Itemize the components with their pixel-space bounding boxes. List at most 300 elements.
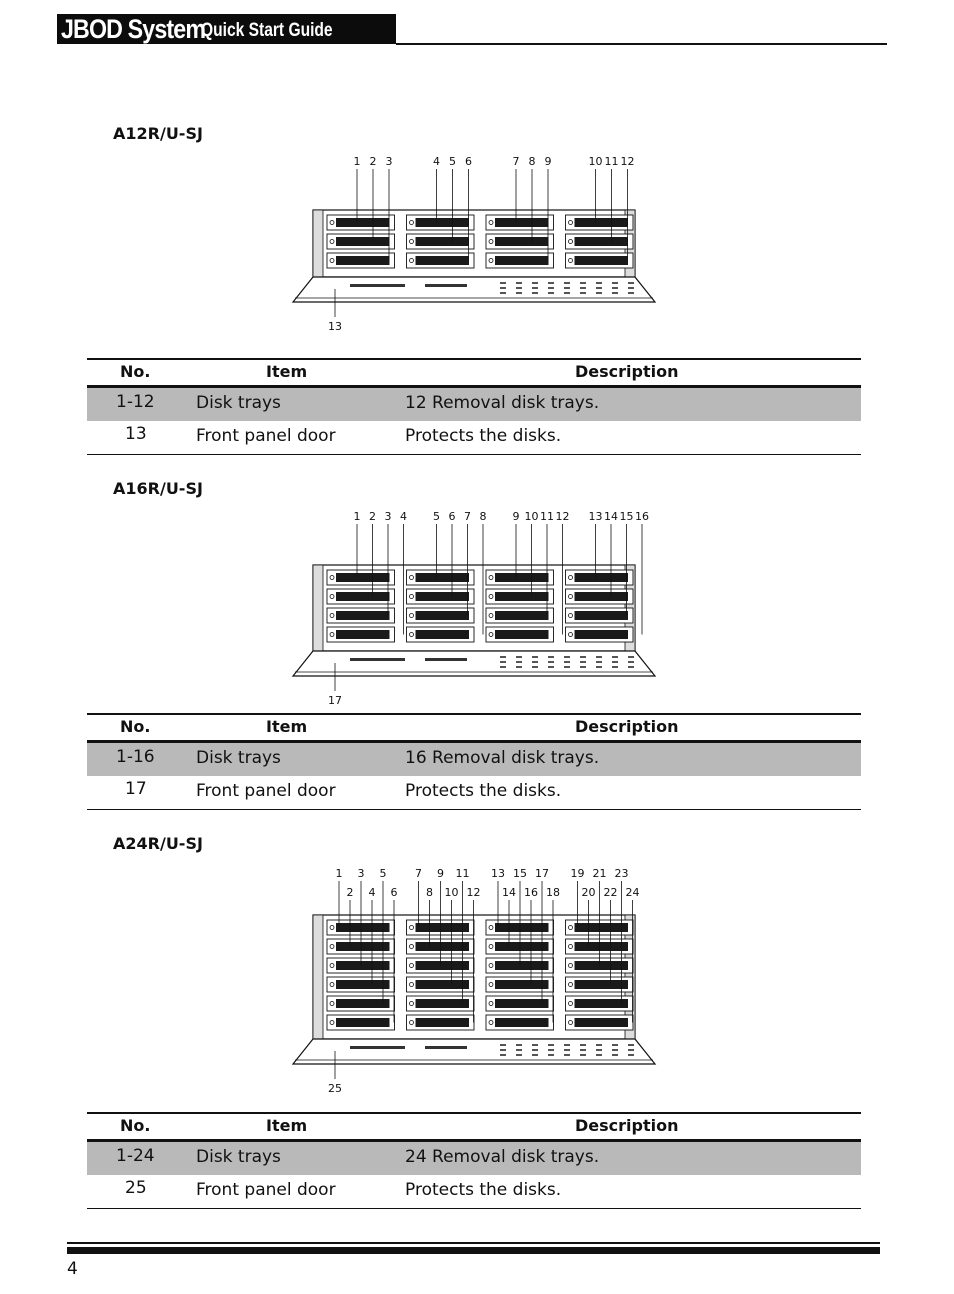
callout-label: 19 (570, 867, 585, 880)
door-vent (580, 287, 586, 289)
table-header (87, 358, 861, 388)
disk-tray-handle (575, 611, 629, 620)
callout-label: 10 (444, 886, 459, 899)
callout-label: 9 (512, 510, 520, 523)
tray-led (410, 945, 414, 949)
cell-no: 1-12 (116, 392, 155, 412)
tray-led (410, 926, 414, 930)
disk-tray-handle (495, 961, 549, 970)
door-callout-label: 17 (328, 694, 342, 705)
callout-label: 5 (433, 510, 440, 523)
callout-label: 2 (369, 155, 377, 168)
cell-item: Disk trays (196, 748, 281, 768)
cell-no: 1-16 (116, 747, 155, 767)
disk-tray-handle (336, 237, 390, 246)
callout-label: 17 (535, 867, 549, 880)
disk-tray-handle (336, 573, 390, 582)
callout-label: 23 (614, 867, 629, 880)
door-vent (580, 1049, 586, 1051)
table-row (87, 1142, 861, 1175)
table-row (87, 388, 861, 421)
disk-tray-handle (416, 1018, 470, 1027)
tray-led (330, 614, 334, 618)
tray-led (330, 945, 334, 949)
disk-tray-handle (495, 611, 549, 620)
callout-label: 9 (544, 155, 552, 168)
door-logo (350, 658, 405, 661)
door-vent (612, 282, 618, 284)
disk-tray-handle (336, 592, 390, 601)
disk-tray-handle (416, 999, 470, 1008)
tray-led (330, 926, 334, 930)
door-vent (596, 1054, 602, 1056)
cell-item: Disk trays (196, 1147, 281, 1167)
callout-label: 5 (379, 867, 387, 880)
disk-tray-handle (336, 218, 390, 227)
callout-label: 20 (581, 886, 596, 899)
tray-led (489, 259, 493, 263)
col-header-no: No. (120, 1116, 151, 1135)
callout-label: 5 (449, 155, 456, 168)
figure-a16-chassis (280, 505, 670, 705)
col-header-description: Description (575, 362, 679, 381)
door-vent (564, 282, 570, 284)
door-callout-label: 25 (328, 1082, 342, 1095)
door-vent (564, 287, 570, 289)
door-logo (350, 1046, 405, 1049)
door-vent (596, 666, 602, 668)
cell-no: 17 (125, 779, 147, 799)
disk-tray-handle (575, 218, 629, 227)
col-header-description: Description (575, 717, 679, 736)
callout-label: 3 (385, 155, 393, 168)
callout-label: 22 (603, 886, 618, 899)
figure-a12-chassis (280, 150, 670, 350)
cell-description: Protects the disks. (405, 1180, 562, 1200)
callout-label: 24 (625, 886, 640, 899)
door-vent (612, 1049, 618, 1051)
tray-led (410, 633, 414, 637)
tray-led (489, 614, 493, 618)
table-header (87, 713, 861, 743)
tray-led (569, 576, 573, 580)
door-vent (548, 287, 554, 289)
callout-label: 12 (466, 886, 481, 899)
door-vent (596, 1049, 602, 1051)
cell-no: 25 (125, 1178, 147, 1198)
tray-led (569, 633, 573, 637)
door-vent (612, 656, 618, 658)
callout-label: 11 (455, 867, 470, 880)
disk-tray-handle (416, 573, 470, 582)
disk-tray-handle (336, 980, 390, 989)
door-vent (628, 656, 634, 658)
disk-tray-handle (336, 999, 390, 1008)
callout-label: 4 (368, 886, 376, 899)
callout-label: 13 (491, 867, 505, 880)
disk-tray-handle (575, 999, 629, 1008)
callout-label: 4 (400, 510, 407, 523)
door-vent (532, 661, 538, 663)
disk-tray-handle (416, 237, 470, 246)
disk-tray-handle (575, 961, 629, 970)
door-vent (532, 656, 538, 658)
door-vent (596, 1044, 602, 1046)
disk-tray-handle (336, 942, 390, 951)
tray-led (489, 595, 493, 599)
door-vent (564, 292, 570, 294)
door-vent (500, 666, 506, 668)
callout-label: 12 (555, 510, 570, 523)
header-title: JBOD System (61, 14, 206, 44)
door-vent (628, 661, 634, 663)
door-vent (500, 1054, 506, 1056)
door-vent (548, 661, 554, 663)
tray-led (330, 221, 334, 225)
door-vent (580, 292, 586, 294)
tray-led (410, 964, 414, 968)
door-vent (564, 656, 570, 658)
door-vent (500, 282, 506, 284)
door-vent (580, 656, 586, 658)
callout-label: 10 (588, 155, 603, 168)
disk-tray-handle (495, 573, 549, 582)
door-vent (500, 1049, 506, 1051)
cell-no: 1-24 (116, 1146, 155, 1166)
door-vent (564, 666, 570, 668)
cell-item: Front panel door (196, 1180, 336, 1200)
door-vent (516, 661, 522, 663)
door-vent (548, 656, 554, 658)
table-bottom-rule (87, 809, 861, 810)
col-header-item: Item (266, 362, 308, 381)
door-vent (516, 1049, 522, 1051)
door-vent (612, 661, 618, 663)
disk-tray-handle (575, 592, 629, 601)
door-vent (548, 282, 554, 284)
chassis-left-rail (313, 915, 323, 1039)
door-vent (516, 287, 522, 289)
callout-label: 3 (357, 867, 365, 880)
door-vent (612, 292, 618, 294)
cell-item: Front panel door (196, 426, 336, 446)
callout-label: 8 (479, 510, 487, 523)
table-bottom-rule (87, 1208, 861, 1209)
door-vent (516, 1044, 522, 1046)
callout-label: 15 (513, 867, 527, 880)
callout-label: 15 (619, 510, 634, 523)
tray-led (330, 964, 334, 968)
tray-led (569, 1002, 573, 1006)
door-vent (532, 292, 538, 294)
table-row (87, 421, 861, 454)
figure-a24-chassis (280, 860, 670, 1105)
door-vent (580, 661, 586, 663)
disk-tray-handle (495, 237, 549, 246)
disk-tray-handle (416, 218, 470, 227)
tray-led (489, 633, 493, 637)
tray-led (489, 240, 493, 244)
callout-label: 2 (346, 886, 354, 899)
tray-led (410, 221, 414, 225)
door-vent (612, 1054, 618, 1056)
chassis-left-rail (313, 565, 323, 651)
tray-led (489, 945, 493, 949)
table-row (87, 743, 861, 776)
tray-led (330, 1021, 334, 1025)
tray-led (410, 1021, 414, 1025)
door-vent (628, 1044, 634, 1046)
header-rule (396, 43, 887, 45)
disk-tray-handle (495, 942, 549, 951)
door-vent (612, 287, 618, 289)
cell-description: 16 Removal disk trays. (405, 748, 600, 768)
callout-label: 11 (540, 510, 554, 523)
door-vent (628, 292, 634, 294)
callout-label: 8 (426, 886, 433, 899)
cell-description: Protects the disks. (405, 426, 562, 446)
door-vent (628, 1049, 634, 1051)
tray-led (569, 595, 573, 599)
tray-led (410, 240, 414, 244)
callout-label: 4 (433, 155, 440, 168)
door-vent (564, 661, 570, 663)
door-vent (500, 656, 506, 658)
tray-led (330, 595, 334, 599)
callout-label: 6 (465, 155, 472, 168)
door-vent (532, 666, 538, 668)
door-vent (628, 666, 634, 668)
door-vent (516, 656, 522, 658)
disk-tray-handle (336, 961, 390, 970)
col-header-description: Description (575, 1116, 679, 1135)
door-vent (532, 287, 538, 289)
callout-label: 7 (415, 867, 422, 880)
callout-label: 11 (604, 155, 619, 168)
disk-tray-handle (495, 999, 549, 1008)
disk-tray-handle (336, 1018, 390, 1027)
callout-label: 7 (512, 155, 520, 168)
cell-description: Protects the disks. (405, 781, 562, 801)
door-vent (628, 282, 634, 284)
tray-led (569, 964, 573, 968)
section-title-a16: A16R/U-SJ (113, 479, 203, 498)
table-bottom-rule (87, 454, 861, 455)
disk-tray-handle (495, 923, 549, 932)
table-row (87, 1175, 861, 1208)
door-vent (516, 292, 522, 294)
callout-label: 8 (528, 155, 536, 168)
tray-led (569, 1021, 573, 1025)
disk-tray-handle (416, 980, 470, 989)
callout-label: 2 (369, 510, 376, 523)
callout-label: 6 (390, 886, 398, 899)
disk-tray-handle (575, 630, 629, 639)
callout-label: 6 (448, 510, 456, 523)
callout-label: 16 (635, 510, 649, 523)
tray-led (330, 576, 334, 580)
disk-tray-handle (495, 592, 549, 601)
door-vent (596, 656, 602, 658)
callout-label: 14 (604, 510, 618, 523)
door-vent (532, 1044, 538, 1046)
tray-led (410, 576, 414, 580)
door-callout-label: 13 (328, 320, 342, 333)
disk-tray-handle (416, 592, 470, 601)
door-label (425, 658, 467, 661)
disk-tray-handle (336, 630, 390, 639)
disk-tray-handle (495, 630, 549, 639)
disk-tray-handle (336, 611, 390, 620)
door-vent (596, 292, 602, 294)
disk-tray-handle (416, 630, 470, 639)
callout-label: 21 (592, 867, 607, 880)
callout-label: 14 (502, 886, 516, 899)
door-vent (532, 1049, 538, 1051)
callout-label: 1 (353, 155, 361, 168)
tray-led (489, 983, 493, 987)
callout-label: 13 (588, 510, 603, 523)
cell-description: 24 Removal disk trays. (405, 1147, 600, 1167)
disk-tray-handle (495, 980, 549, 989)
disk-tray-handle (336, 256, 390, 265)
col-header-no: No. (120, 717, 151, 736)
door-vent (516, 282, 522, 284)
tray-led (410, 259, 414, 263)
callout-label: 16 (524, 886, 538, 899)
door-vent (500, 1044, 506, 1046)
tray-led (489, 926, 493, 930)
tray-led (569, 240, 573, 244)
tray-led (489, 576, 493, 580)
disk-tray-handle (416, 961, 470, 970)
tray-led (489, 221, 493, 225)
table-header (87, 1112, 861, 1142)
door-label (425, 1046, 467, 1049)
disk-tray-handle (416, 923, 470, 932)
door-vent (532, 282, 538, 284)
door-vent (612, 1044, 618, 1046)
callout-label: 1 (353, 510, 361, 523)
tray-led (410, 1002, 414, 1006)
disk-tray-handle (575, 923, 629, 932)
header-subtitle: Quick Start Guide (200, 20, 333, 41)
callout-label: 7 (464, 510, 471, 523)
callout-label: 3 (384, 510, 392, 523)
tray-led (569, 614, 573, 618)
tray-led (330, 633, 334, 637)
door-vent (548, 1054, 554, 1056)
door-vent (628, 1054, 634, 1056)
door-vent (500, 287, 506, 289)
door-vent (580, 282, 586, 284)
callout-label: 1 (335, 867, 343, 880)
tray-led (569, 926, 573, 930)
callout-label: 18 (546, 886, 560, 899)
footer-rule-thin (67, 1242, 880, 1244)
disk-tray-handle (575, 237, 629, 246)
door-logo (350, 284, 405, 287)
door-vent (628, 287, 634, 289)
door-vent (548, 1044, 554, 1046)
door-vent (580, 666, 586, 668)
tray-led (410, 983, 414, 987)
cell-description: 12 Removal disk trays. (405, 393, 600, 413)
cell-no: 13 (125, 424, 147, 444)
disk-tray-handle (575, 256, 629, 265)
door-vent (548, 666, 554, 668)
tray-led (330, 1002, 334, 1006)
disk-tray-handle (416, 611, 470, 620)
col-header-item: Item (266, 717, 308, 736)
tray-led (489, 964, 493, 968)
door-vent (548, 1049, 554, 1051)
tray-led (569, 945, 573, 949)
disk-tray-handle (416, 256, 470, 265)
door-vent (596, 287, 602, 289)
door-vent (500, 661, 506, 663)
chassis-left-rail (313, 210, 323, 277)
page-number: 4 (67, 1259, 78, 1279)
door-vent (580, 1044, 586, 1046)
door-vent (564, 1044, 570, 1046)
tray-led (489, 1021, 493, 1025)
door-vent (564, 1049, 570, 1051)
door-vent (548, 292, 554, 294)
tray-led (330, 240, 334, 244)
tray-led (569, 221, 573, 225)
disk-tray-handle (575, 573, 629, 582)
door-vent (612, 666, 618, 668)
disk-tray-handle (336, 923, 390, 932)
table-row (87, 776, 861, 809)
tray-led (330, 259, 334, 263)
callout-label: 10 (524, 510, 539, 523)
callout-label: 9 (437, 867, 444, 880)
col-header-no: No. (120, 362, 151, 381)
page-header (57, 14, 396, 44)
tray-led (330, 983, 334, 987)
door-vent (580, 1054, 586, 1056)
door-vent (516, 666, 522, 668)
disk-tray-handle (495, 256, 549, 265)
footer-rule-thick (67, 1247, 880, 1254)
disk-tray-handle (416, 942, 470, 951)
disk-tray-handle (575, 980, 629, 989)
door-vent (596, 661, 602, 663)
door-vent (516, 1054, 522, 1056)
disk-tray-handle (575, 942, 629, 951)
door-vent (596, 282, 602, 284)
tray-led (410, 614, 414, 618)
callout-label: 12 (620, 155, 635, 168)
disk-tray-handle (495, 1018, 549, 1027)
cell-item: Front panel door (196, 781, 336, 801)
disk-tray-handle (575, 1018, 629, 1027)
section-title-a12: A12R/U-SJ (113, 124, 203, 143)
tray-led (489, 1002, 493, 1006)
cell-item: Disk trays (196, 393, 281, 413)
door-vent (532, 1054, 538, 1056)
disk-tray-handle (495, 218, 549, 227)
door-label (425, 284, 467, 287)
tray-led (410, 595, 414, 599)
tray-led (569, 259, 573, 263)
col-header-item: Item (266, 1116, 308, 1135)
door-vent (564, 1054, 570, 1056)
door-vent (500, 292, 506, 294)
tray-led (569, 983, 573, 987)
